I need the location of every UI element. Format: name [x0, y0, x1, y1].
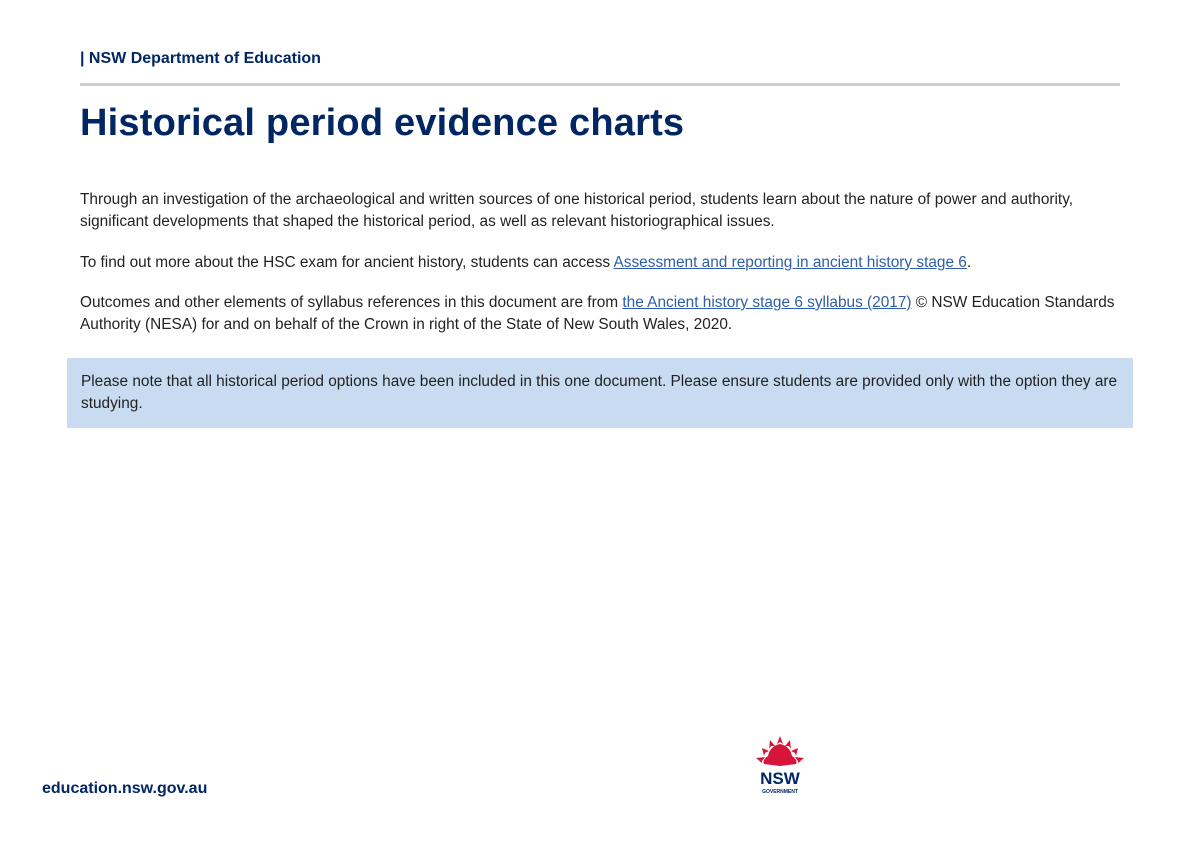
exam-info-text: To find out more about the HSC exam for ancient history, students can access — [80, 254, 614, 271]
exam-info-end: . — [966, 254, 972, 271]
page-title: Historical period evidence charts — [80, 102, 685, 144]
intro-paragraph: Through an investigation of the archaeological and written sources of one historical period, students learn about the nature of power and authority, significant developments that shaped the historical period, as well as relevant historiographical issues. — [80, 191, 1074, 230]
syllabus-reference-paragraph — [80, 292, 1120, 336]
nsw-government-logo — [748, 732, 812, 796]
logo-government-text: GOVERNMENT — [762, 789, 798, 795]
logo-nsw-text: NSW — [760, 769, 800, 788]
assessment-reporting-link[interactable]: Assessment and reporting in ancient history stage 6 — [613, 254, 967, 271]
syllabus-reference-text: Outcomes and other elements of syllabus references in this document are from — [80, 294, 623, 311]
waratah-icon — [756, 736, 804, 766]
note-callout — [67, 358, 1133, 428]
exam-info-paragraph — [80, 252, 1120, 274]
note-text: Please note that all historical period options have been included in this one document. Please ensure students are provided only with the option they are studying. — [81, 373, 1118, 412]
syllabus-link[interactable]: the Ancient history stage 6 syllabus (2017) — [622, 294, 912, 311]
footer-url: education.nsw.gov.au — [42, 780, 208, 797]
copyright-text: © NSW Education Standards Authority (NESA) for and on behalf of the Crown in right of the State of New South Wales, 2020. — [80, 294, 1115, 333]
department-label: | NSW Department of Education — [80, 50, 321, 67]
header-divider — [80, 83, 1120, 86]
